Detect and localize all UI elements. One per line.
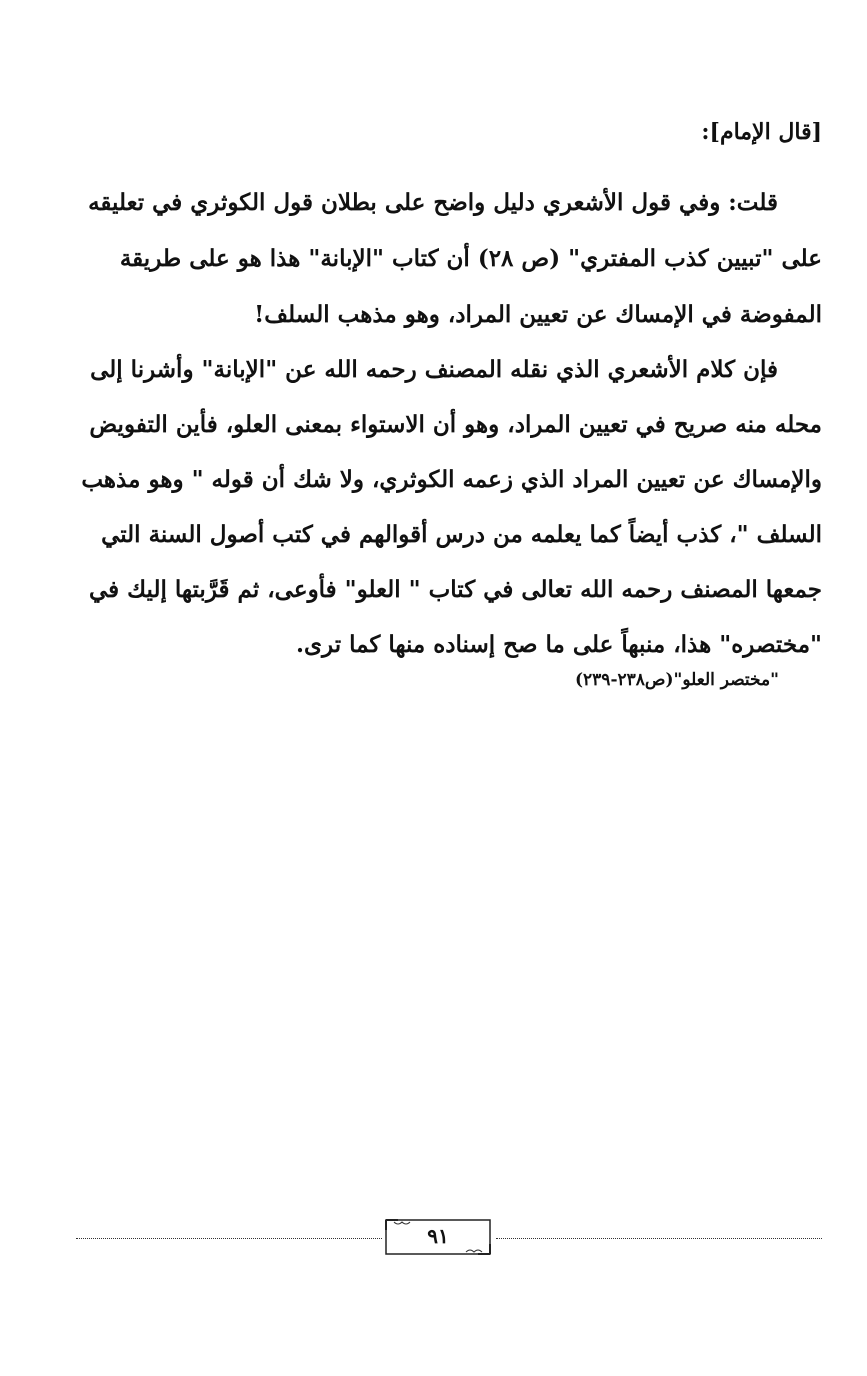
paragraph-2-line: جمعها المصنف رحمه الله تعالى في كتاب " العلو" فأوعى، ثم قَرَّبتها إليك في <box>88 576 822 603</box>
paragraph-2-line: والإمساك عن تعيين المراد الذي زعمه الكوثري، ولا شك أن قوله " وهو مذهب <box>81 466 822 493</box>
paragraph-2-line: محله منه صريح في تعيين المراد، وهو أن الاستواء بمعنى العلو، فأين التفويض <box>89 411 822 438</box>
page-number: ٩١ <box>427 1224 449 1248</box>
page-number-frame <box>384 1218 492 1256</box>
footer-dotted-rule-left <box>76 1238 382 1239</box>
section-heading: [قال الإمام]: <box>701 119 822 145</box>
paragraph-2-line: "مختصره" هذا، منبهاً على ما صح إسناده منها كما ترى. <box>296 631 822 658</box>
paragraph-2 <box>76 342 822 672</box>
paragraph-1-line: المفوضة في الإمساك عن تعيين المراد، وهو مذهب السلف! <box>254 301 822 328</box>
paragraph-2-line: السلف "، كذب أيضاً كما يعلمه من درس أقوالهم في كتب أصول السنة التي <box>101 521 822 548</box>
paragraph-1-line: على "تبيين كذب المفتري" (ص ٢٨) أن كتاب "الإبانة" هذا هو على طريقة <box>119 245 822 272</box>
footer-dotted-rule-right <box>496 1238 822 1239</box>
paragraph-1 <box>76 175 822 343</box>
paragraph-1-line: قلت: وفي قول الأشعري دليل واضح على بطلان قول الكوثري في تعليقه <box>88 189 778 216</box>
paragraph-2-line: فإن كلام الأشعري الذي نقله المصنف رحمه الله عن "الإبانة" وأشرنا إلى <box>90 356 778 383</box>
footnote-reference: "مختصر العلو"(ص٢٣٨-٢٣٩) <box>575 670 779 690</box>
